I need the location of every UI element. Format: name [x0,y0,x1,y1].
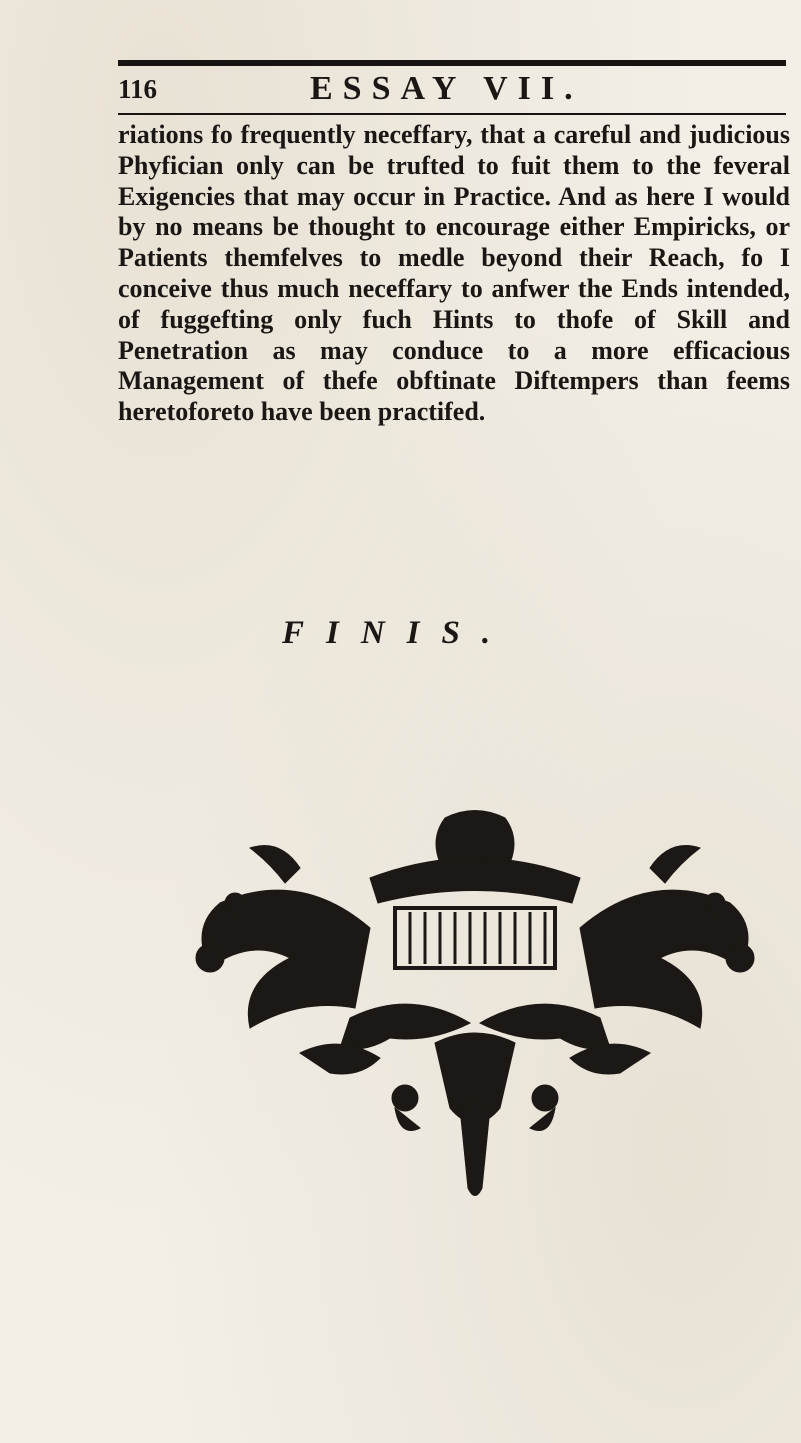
page-header [118,70,786,110]
running-head: ESSAY VII. [310,70,583,107]
header-rule-top [118,60,786,66]
header-rule-bottom [118,113,786,115]
finis-text: FINIS. [282,615,513,651]
body-paragraph: riations fo frequently neceffary, that a careful and judicious Phyfician only can be trufted to fuit them to the feveral Exigencies that may occur in Practice. And as here I would by no means be thought to encourage either Empiricks, or Patients themfelves to medle beyond their Reach, fo I conceive thus much neceffary to anfwer the Ends intended, of fuggefting only fuch Hints to thofe of Skill and Penetration as may conduce to a more efficacious Management of thefe obftinate Diftempers than feems heretoforeto have been practifed. [118,120,790,427]
page-number: 116 [118,74,158,104]
printers-ornament-icon [180,808,770,1208]
